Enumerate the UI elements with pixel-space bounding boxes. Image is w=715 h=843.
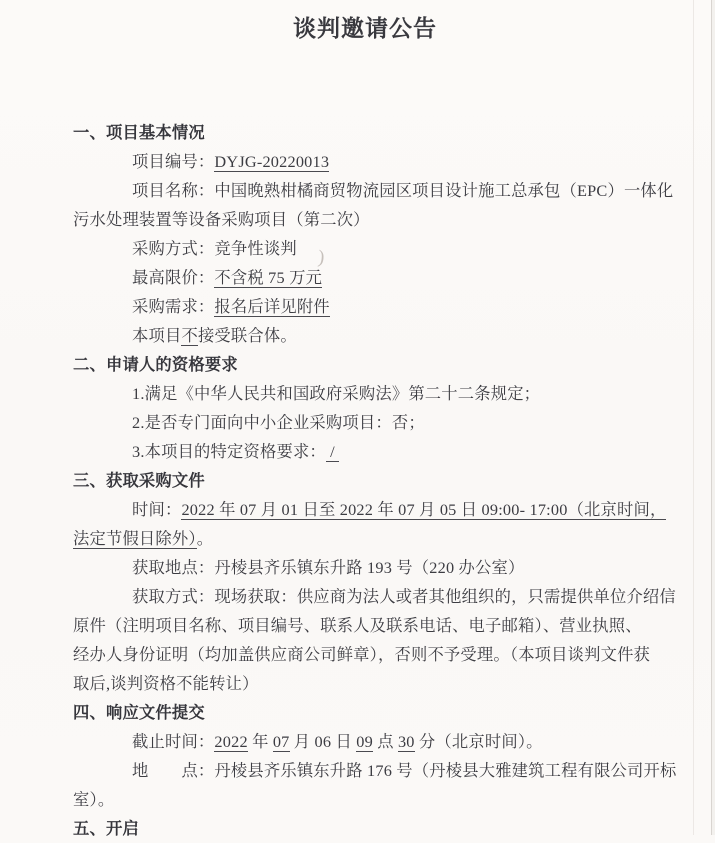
deadline-line-text: 07 bbox=[272, 732, 290, 751]
qualification-3-line bbox=[73, 437, 657, 466]
qualification-3-line-text: 3.本项目的特定资格要求： bbox=[132, 442, 326, 461]
submit-location-line-1-text: 地 点：丹棱县齐乐镇东升路 176 号（丹棱县大雅建筑工程有限公司开标 bbox=[132, 761, 677, 780]
section-2-heading bbox=[73, 350, 657, 379]
title-gap bbox=[73, 44, 657, 118]
deadline-line bbox=[73, 727, 657, 756]
deadline-line-text: 分（北京时间）。 bbox=[414, 732, 543, 751]
procurement-method-line-text: 采购方式：竞争性谈判 bbox=[132, 239, 297, 258]
obtain-method-line-1-text: 获取方式：现场获取：供应商为法人或者其他组织的，只需提供单位介绍信 bbox=[132, 587, 676, 606]
obtain-method-line-3-text: 经办人身份证明（均加盖供应商公司鲜章），否则不予受理。（本项目谈判文件获 bbox=[73, 645, 651, 664]
project-name-line-2 bbox=[73, 205, 657, 234]
section-1-heading-text: 一、项目基本情况 bbox=[73, 123, 205, 142]
deadline-line-text: 点 bbox=[372, 732, 398, 751]
section-4-heading bbox=[73, 698, 657, 727]
no-consortium-line-text: 接受联合体。 bbox=[197, 326, 297, 345]
qualification-2-line-text: 2.是否专门面向中小企业采购项目：否； bbox=[132, 413, 425, 432]
obtain-time-line-2-text: 法定节假日除外） bbox=[73, 529, 197, 548]
project-number-line bbox=[73, 147, 657, 176]
max-price-line-text: 最高限价： bbox=[132, 268, 215, 287]
deadline-line-text: 年 bbox=[247, 732, 273, 751]
obtain-method-line-3 bbox=[73, 640, 657, 669]
project-name-line-1-text: 项目名称：中国晚熟柑橘商贸物流园区项目设计施工总承包（EPC）一体化 bbox=[132, 181, 674, 200]
section-5-heading bbox=[73, 814, 657, 843]
submit-location-line-2-text: 室）。 bbox=[73, 790, 115, 809]
qualification-1-line bbox=[73, 379, 657, 408]
project-name-line-2-text: 污水处理装置等设备采购项目（第二次） bbox=[73, 210, 370, 229]
obtain-time-line-1 bbox=[73, 495, 667, 524]
deadline-line-text: 09 bbox=[356, 732, 373, 751]
project-name-line-1 bbox=[73, 176, 674, 205]
obtain-time-line-1-text: 时间： bbox=[132, 500, 182, 519]
max-price-line bbox=[73, 263, 657, 292]
obtain-time-line-1-text: 2022 年 07 月 01 日至 2022 年 07 月 05 日 09:00- 17:00（北京时间， bbox=[181, 500, 667, 519]
project-number-line-text: 项目编号： bbox=[132, 152, 215, 171]
obtain-location-line bbox=[73, 553, 657, 582]
procurement-demand-line bbox=[73, 292, 657, 321]
section-3-heading bbox=[73, 466, 657, 495]
section-4-heading-text: 四、响应文件提交 bbox=[73, 703, 205, 722]
deadline-line-text: 30 bbox=[397, 732, 415, 751]
no-consortium-line bbox=[73, 321, 657, 350]
qualification-3-line-text: / bbox=[325, 442, 340, 461]
deadline-line-text: 月 06 日 bbox=[289, 732, 357, 751]
qualification-2-line bbox=[73, 408, 657, 437]
obtain-location-line-text: 获取地点：丹棱县齐乐镇东升路 193 号（220 办公室） bbox=[132, 558, 525, 577]
deadline-line-text: 截止时间： bbox=[132, 732, 215, 751]
procurement-method-line bbox=[73, 234, 657, 263]
qualification-1-line-text: 1.满足《中华人民共和国政府采购法》第二十二条规定； bbox=[132, 384, 541, 403]
deadline-line-text: 2022 bbox=[214, 732, 248, 751]
section-1-heading bbox=[73, 118, 657, 147]
no-consortium-line-text: 本项目 bbox=[132, 326, 182, 345]
section-5-heading-text: 五、开启 bbox=[73, 819, 139, 838]
max-price-line-text: 不含税 75 万元 bbox=[214, 268, 323, 287]
section-2-heading-text: 二、申请人的资格要求 bbox=[73, 355, 238, 374]
obtain-method-line-2 bbox=[73, 611, 657, 640]
obtain-method-line-4 bbox=[73, 669, 657, 698]
scan-edge-line-inner bbox=[693, 0, 694, 835]
obtain-time-line-2 bbox=[73, 524, 657, 553]
obtain-method-line-2-text: 原件（注明项目名称、项目编号、联系人及联系电话、电子邮箱）、营业执照、 bbox=[73, 616, 642, 635]
stray-paren-artifact: ) bbox=[316, 246, 326, 269]
section-3-heading-text: 三、获取采购文件 bbox=[73, 471, 205, 490]
project-number-line-text: DYJG-20220013 bbox=[214, 152, 330, 171]
procurement-demand-line-text: 采购需求： bbox=[132, 297, 215, 316]
obtain-method-line-1 bbox=[73, 582, 676, 611]
obtain-time-line-2-text: 。 bbox=[196, 529, 214, 548]
obtain-method-line-4-text: 取后,谈判资格不能转让） bbox=[73, 674, 259, 693]
procurement-demand-line-text: 报名后详见附件 bbox=[214, 297, 330, 316]
submit-location-line-2 bbox=[73, 785, 657, 814]
document-title: 谈判邀请公告 bbox=[293, 16, 437, 41]
document-body bbox=[73, 118, 677, 843]
submit-location-line-1 bbox=[73, 756, 677, 785]
no-consortium-line-text: 不 bbox=[181, 326, 198, 345]
